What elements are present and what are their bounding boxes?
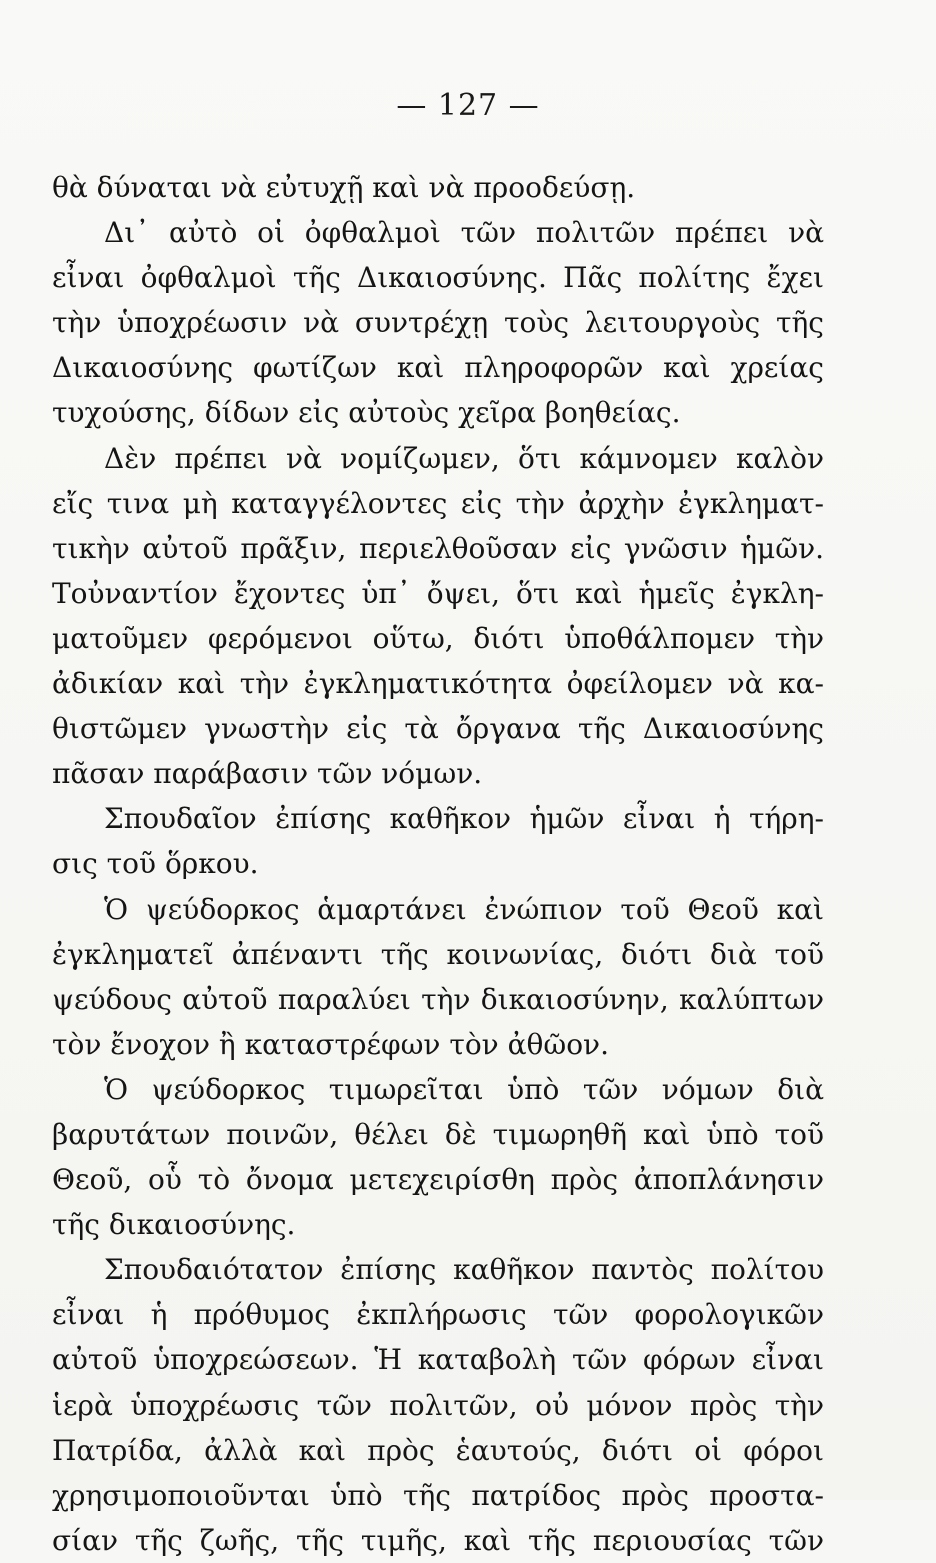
text-line: τυχούσης, δίδων εἰς αὐτοὺς χεῖρα βοηθείας. <box>52 396 681 430</box>
text-line: πᾶσαν παράβασιν τῶν νόμων. <box>52 757 483 791</box>
body-text <box>52 165 824 1563</box>
text-line: ἐγκληματεῖ ἀπέναντι τῆς κοινωνίας, διότι διὰ τοῦ <box>52 937 824 971</box>
text-line: εἶναι ἡ πρόθυμος ἐκπλήρωσις τῶν φορολογικῶν <box>52 1298 824 1332</box>
text-line: Θεοῦ, οὗ τὸ ὄνομα μετεχειρίσθη πρὸς ἀποπλάνησιν <box>52 1163 824 1197</box>
text-line: Σπουδαῖον ἐπίσης καθῆκον ἡμῶν εἶναι ἡ τήρη- <box>104 802 824 836</box>
text-line: Τοὐναντίον ἔχοντες ὑπ᾿ ὄψει, ὅτι καὶ ἡμεῖς ἐγκλη- <box>52 576 824 610</box>
text-line: θιστῶμεν γνωστὴν εἰς τὰ ὄργανα τῆς Δικαιοσύνης <box>52 712 824 746</box>
text-line: τικὴν αὐτοῦ πρᾶξιν, περιελθοῦσαν εἰς γνῶσιν ἡμῶν. <box>52 531 824 565</box>
text-line: εἴς τινα μὴ καταγγέλοντες εἰς τὴν ἀρχὴν ἐγκληματ- <box>52 486 824 520</box>
text-line: Ὁ ψεύδορκος τιμωρεῖται ὑπὸ τῶν νόμων διὰ <box>104 1072 824 1106</box>
text-line: ἀδικίαν καὶ τὴν ἐγκληματικότητα ὀφείλομεν νὰ κα- <box>52 667 824 701</box>
text-line: τὴν ὑποχρέωσιν νὰ συντρέχῃ τοὺς λειτουργοὺς τῆς <box>52 306 824 340</box>
text-line: Ὁ ψεύδορκος ἁμαρτάνει ἐνώπιον τοῦ Θεοῦ καὶ <box>104 892 824 926</box>
text-line: βαρυτάτων ποινῶν, θέλει δὲ τιμωρηθῆ καὶ ὑπὸ τοῦ <box>52 1117 824 1151</box>
text-line: θὰ δύναται νὰ εὐτυχῇ καὶ νὰ προοδεύσῃ. <box>52 171 636 204</box>
text-line: εἶναι ὀφθαλμοὶ τῆς Δικαιοσύνης. Πᾶς πολίτης ἔχει <box>52 261 824 295</box>
text-line: σις τοῦ ὅρκου. <box>52 847 259 881</box>
text-line: χρησιμοποιοῦνται ὑπὸ τῆς πατρίδος πρὸς προστα- <box>52 1478 824 1512</box>
text-line: σίαν τῆς ζωῆς, τῆς τιμῆς, καὶ τῆς περιουσίας τῶν <box>52 1523 824 1557</box>
text-line: αὐτοῦ ὑποχρεώσεων. Ἡ καταβολὴ τῶν φόρων εἶναι <box>52 1343 824 1377</box>
page-number: — 127 — <box>396 88 540 123</box>
text-line: Δικαιοσύνης φωτίζων καὶ πληροφορῶν καὶ χρείας <box>52 351 824 385</box>
text-line: τῆς δικαιοσύνης. <box>52 1208 296 1242</box>
text-line: Δὲν πρέπει νὰ νομίζωμεν, ὅτι κάμνομεν καλὸν <box>104 441 824 475</box>
text-line: Πατρίδα, ἀλλὰ καὶ πρὸς ἑαυτούς, διότι οἱ φόροι <box>52 1433 824 1467</box>
text-line: Σπουδαιότατον ἐπίσης καθῆκον παντὸς πολίτου <box>104 1253 824 1287</box>
text-line: ψεύδους αὐτοῦ παραλύει τὴν δικαιοσύνην, καλύπτων <box>52 982 824 1016</box>
text-line: Δι᾿ αὐτὸ οἱ ὀφθαλμοὶ τῶν πολιτῶν πρέπει νὰ <box>104 216 824 250</box>
text-line: ματοῦμεν φερόμενοι οὕτω, διότι ὑποθάλπομεν τὴν <box>52 621 824 655</box>
text-line: ἱερὰ ὑποχρέωσις τῶν πολιτῶν, οὐ μόνον πρὸς τὴν <box>52 1388 824 1422</box>
text-line: τὸν ἔνοχον ἢ καταστρέφων τὸν ἀθῶον. <box>52 1027 609 1061</box>
